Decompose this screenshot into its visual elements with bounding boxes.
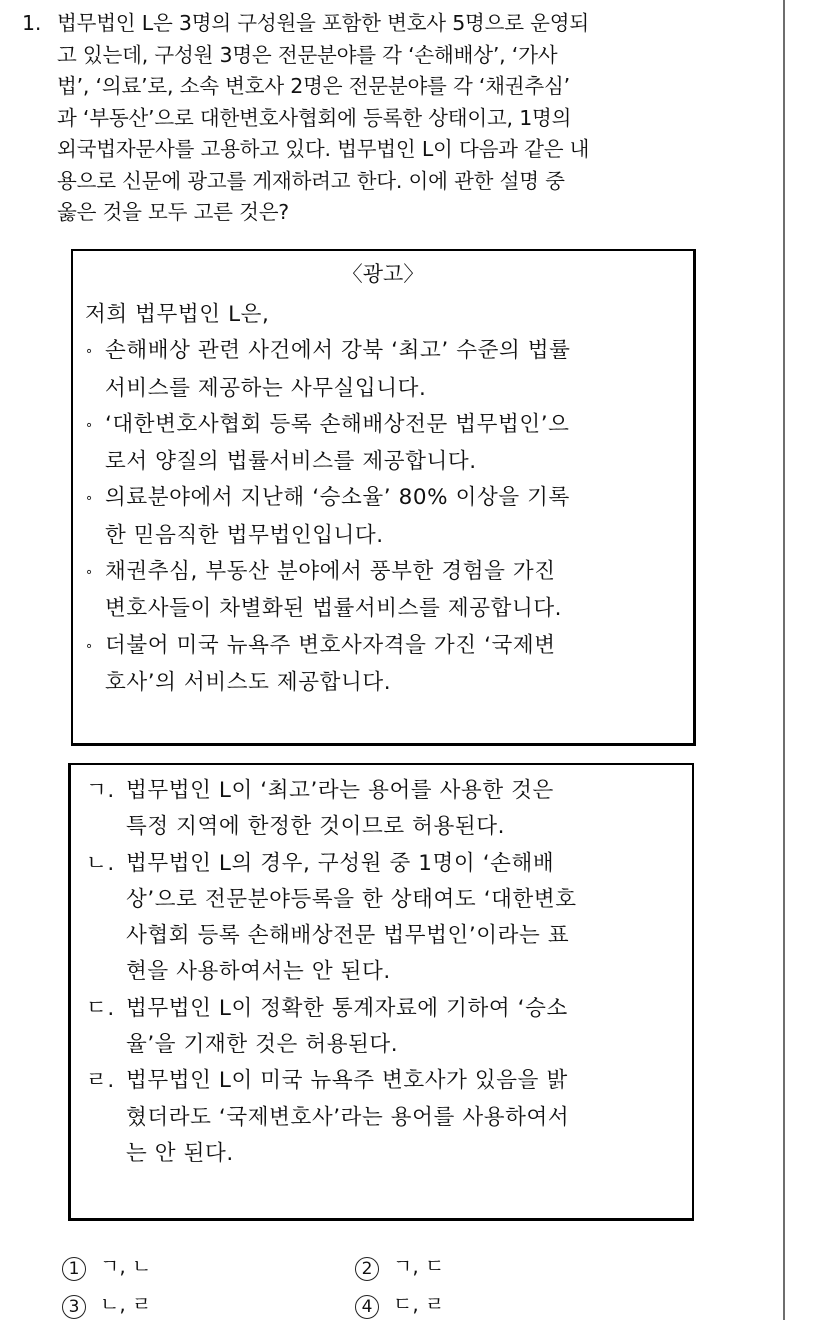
- choice-2[interactable]: 2 ㄱ, ㄷ: [355, 1247, 648, 1285]
- statements-list: [86, 773, 577, 1172]
- ad-item: ∘ 손해배상 관련 사건에서 강북 ‘최고’ 수준의 법률: [85, 333, 571, 370]
- answer-choices: [62, 1247, 648, 1323]
- advertisement-title: 〈광고〉: [341, 262, 425, 286]
- bullet-icon: ∘: [85, 491, 94, 507]
- circled-number-icon: 4: [355, 1295, 379, 1319]
- question-line: 용으로 신문에 광고를 게재하려고 한다. 이에 관한 설명 중: [57, 168, 565, 193]
- ad-item: ∘ 의료분야에서 지난해 ‘승소율’ 80% 이상을 기록: [85, 480, 571, 517]
- ad-item-continued: 변호사들이 차별화된 법률서비스를 제공합니다.: [105, 596, 563, 622]
- ad-item-continued: 한 믿음직한 법무법인입니다.: [105, 522, 384, 548]
- ad-item: ∘ 더불어 미국 뉴욕주 변호사자격을 가진 ‘국제변: [85, 628, 571, 665]
- column-divider: [783, 0, 785, 1320]
- question: [22, 8, 762, 229]
- statement-digeut: ㄷ. 법무법인 L이 정확한 통계자료에 기하여 ‘승소 율’을 기재한 것은 허용된다.: [86, 991, 577, 1064]
- advertisement-intro: 저희 법무법인 L은,: [85, 302, 270, 327]
- ad-item-continued: 로서 양질의 법률서비스를 제공합니다.: [105, 449, 477, 475]
- question-number: 1.: [22, 11, 42, 35]
- question-line: 고 있는데, 구성원 3명은 전문분야를 각 ‘손해배상’, ‘가사: [57, 42, 558, 67]
- bullet-icon: ∘: [85, 417, 94, 433]
- statement-marker: ㄱ.: [86, 778, 115, 803]
- question-line: 법무법인 L은 3명의 구성원을 포함한 변호사 5명으로 운영되: [57, 11, 589, 35]
- statement-giyeok: ㄱ. 법무법인 L이 ‘최고’라는 용어를 사용한 것은 특정 지역에 한정한 것이므로 허용된다.: [86, 773, 577, 846]
- choice-1[interactable]: 1 ㄱ, ㄴ: [62, 1247, 355, 1285]
- circled-number-icon: 2: [355, 1257, 379, 1281]
- advertisement-box: [71, 249, 696, 746]
- bullet-icon: ∘: [85, 344, 94, 360]
- circled-number-icon: 1: [62, 1257, 86, 1281]
- question-line: 법’, ‘의료’로, 소속 변호사 2명은 전문분야를 각 ‘채권추심’: [57, 74, 570, 98]
- choice-3[interactable]: 3 ㄴ, ㄹ: [62, 1285, 355, 1323]
- statement-rieul: ㄹ. 법무법인 L이 미국 뉴욕주 변호사가 있음을 밝 혔더라도 ‘국제변호사’라는 용어를 사용하여서 는 안 된다.: [86, 1063, 577, 1172]
- statement-nieun: ㄴ. 법무법인 L의 경우, 구성원 중 1명이 ‘손해배 상’으로 전문분야등록을 한 상태여도 ‘대한변호 사협회 등록 손해배상전문 법무법인’이라는 표 현을 사용하여서는 안 된다.: [86, 846, 577, 991]
- bullet-icon: ∘: [85, 565, 94, 581]
- statements-box: [68, 763, 694, 1221]
- statement-marker: ㄴ.: [86, 850, 115, 876]
- circled-number-icon: 3: [62, 1295, 86, 1319]
- statement-marker: ㄷ.: [86, 995, 115, 1021]
- ad-item-continued: 서비스를 제공하는 사무실입니다.: [105, 375, 427, 401]
- question-line: 과 ‘부동산’으로 대한변호사협회에 등록한 상태이고, 1명의: [57, 105, 572, 130]
- advertisement-body: [85, 297, 571, 701]
- question-line: 외국법자문사를 고용하고 있다. 법무법인 L이 다음과 같은 내: [57, 137, 590, 161]
- choice-4[interactable]: 4 ㄷ, ㄹ: [355, 1285, 648, 1323]
- ad-item: ∘ ‘대한변호사협회 등록 손해배상전문 법무법인’으: [85, 407, 571, 444]
- question-line: 옳은 것을 모두 고른 것은?: [57, 200, 289, 224]
- ad-item: ∘ 채권추심, 부동산 분야에서 풍부한 경험을 가진: [85, 554, 571, 591]
- statement-marker: ㄹ.: [86, 1068, 115, 1094]
- question-text: [57, 8, 757, 229]
- ad-item-continued: 호사’의 서비스도 제공합니다.: [105, 669, 392, 695]
- bullet-icon: ∘: [85, 638, 94, 654]
